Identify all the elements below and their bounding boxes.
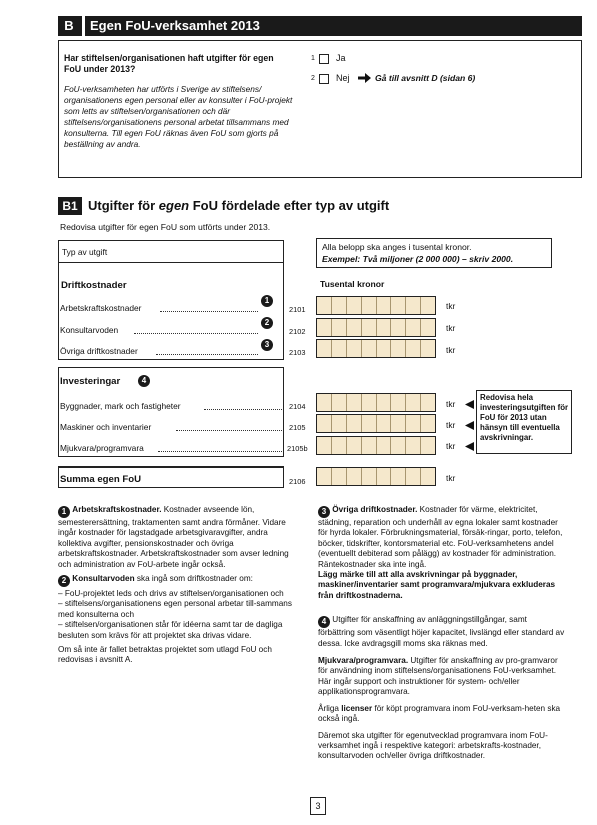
row-unit: tkr <box>446 301 456 311</box>
amount-field-2105b[interactable] <box>316 436 436 455</box>
question-note: FoU-verksamheten har utförts i Sverige av stiftelsens/ organisationens egen personal eller av konsulter i FoU-projekt som letts av stiftelsen/organisationen och där stiftelsens/organisationens personal arbetat tillsammans med konsulterna. Till egen FoU räknas även FoU som gjorts på beställning av andra. <box>64 84 293 149</box>
note-3-paragraph <box>318 505 566 570</box>
note-3-title: Övriga driftkostnader. <box>332 505 418 514</box>
page-number: 3 <box>310 797 326 815</box>
note-4-software-text: Utgifter för anskaffning av pro-gramvaror för användning inom stiftelsens/organisationens FoU-verksamhet. Här ingår support och instruktioner för system- och/eller applikationsprogramvara. <box>318 656 558 697</box>
info-line2: Exempel: Två miljoner (2 000 000) – skriv 2000. <box>322 254 514 264</box>
sum-unit: tkr <box>446 473 456 483</box>
checkbox-ja[interactable] <box>319 54 329 64</box>
section-title: Egen FoU-verksamhet 2013 <box>90 18 260 33</box>
goto-instruction: Gå till avsnitt D (sidan 6) <box>375 73 476 83</box>
note-badge-1: 1 <box>261 295 273 307</box>
row-unit: tkr <box>446 399 456 409</box>
invest-callout-text: Redovisa hela investeringsutgiften för FoU för 2013 utan hänsyn till eventuella avskrivningar. <box>480 393 569 442</box>
arrow-left-icon <box>465 442 474 454</box>
notes-left-column <box>58 505 298 670</box>
note-badge-2: 2 <box>261 317 273 329</box>
type-table-box <box>58 240 284 360</box>
row-dots <box>176 430 282 431</box>
row-code-2101: 2101 <box>289 305 306 314</box>
b1-tag: B1 <box>58 197 82 215</box>
b1-title-em: egen <box>158 198 190 213</box>
row-unit: tkr <box>446 345 456 355</box>
note-4-software <box>318 656 566 698</box>
row-code-2105: 2105 <box>289 423 306 432</box>
b1-title <box>88 198 389 214</box>
row-dots <box>134 333 258 334</box>
row-unit: tkr <box>446 441 456 451</box>
section-letter: B <box>64 18 74 33</box>
note-badge-4: 4 <box>318 616 330 628</box>
notes-right-column <box>318 505 566 766</box>
note-4-paragraph <box>318 615 566 649</box>
note-4-own-software: Däremot ska utgifter för egenutvecklad programvara inom FoU-verksamhet ingå i respektive kategori: arbetskrafts-kostnader, konsultarvoden och/eller övriga driftkostnader. <box>318 730 548 761</box>
drift-header: Driftkostnader <box>61 280 127 291</box>
note-1-title: Arbetskraftskostnader. <box>72 505 162 514</box>
arrow-left-icon <box>465 421 474 433</box>
note-2-after: Om så inte är fallet betraktas projektet som utlagd FoU och redovisas i avsnitt A. <box>58 645 272 665</box>
note-badge-4: 4 <box>138 375 150 387</box>
row-dots <box>204 409 282 410</box>
row-label-konsult: Konsultarvoden <box>60 325 119 335</box>
note-4-licenses-post: för köpt programvara inom FoU-verksam-heten ska också ingå. <box>318 703 561 724</box>
note-2-item: – FoU-projektet leds och drivs av stiftelsen/organisationen och <box>58 589 284 599</box>
amount-field-2106[interactable] <box>316 467 436 486</box>
note-2-text: ska ingå som driftkostnader om: <box>134 574 253 584</box>
amount-field-2105[interactable] <box>316 414 436 433</box>
header-separator <box>82 16 85 36</box>
arrow-left-icon <box>465 400 474 412</box>
b1-intro: Redovisa utgifter för egen FoU som utförts under 2013. <box>60 222 271 232</box>
note-1-paragraph <box>58 505 298 570</box>
row-dots <box>158 451 282 452</box>
row-code-2105b: 2105b <box>287 444 308 453</box>
row-label-maskiner: Maskiner och inventarier <box>60 422 152 432</box>
note-badge-3: 3 <box>318 506 330 518</box>
option-number-2: 2 <box>311 75 315 82</box>
question-text: Har stiftelsen/organisationen haft utgifter för egen FoU under 2013? <box>64 53 274 75</box>
note-4-text: Utgifter för anskaffning av anläggningstillgångar, samt förbättring som väsentligt höjer kapacitet, livslängd eller standard av dessa. Icke avdragsgill moms ska räknas med. <box>318 615 565 648</box>
row-code-2106: 2106 <box>289 477 306 486</box>
amount-field-2103[interactable] <box>316 339 436 358</box>
option-label-nej: Nej <box>336 73 350 83</box>
row-label-byggnader: Byggnader, mark och fastigheter <box>60 401 181 411</box>
b1-title-post: FoU fördelade efter typ av utgift <box>189 198 390 213</box>
note-badge-2: 2 <box>58 575 70 587</box>
amount-field-2101[interactable] <box>316 296 436 315</box>
amount-field-2104[interactable] <box>316 393 436 412</box>
amount-field-2102[interactable] <box>316 318 436 337</box>
sum-top-rule <box>58 466 284 468</box>
note-2-paragraph <box>58 574 298 587</box>
row-unit: tkr <box>446 420 456 430</box>
section-header-bar <box>58 16 582 36</box>
note-badge-3: 3 <box>261 339 273 351</box>
type-header-underline <box>58 262 284 263</box>
sum-label: Summa egen FoU <box>60 474 142 485</box>
note-2-item: – stiftelsen/organisationen står för idéerna samt tar de dagliga besluten som krävs för att projektet ska drivas vidare. <box>58 620 283 640</box>
info-line1: Alla belopp ska anges i tusental kronor. <box>322 242 472 252</box>
note-1-text: Kostnader avseende lön, semesterersättning, traktamenten samt andra förmåner. Vidare ingår kostnader för lagstadgade arbetsgivaravgifter, andra kollektiva avgifter, pensionskostnader och övriga arbetskraftskostnader. Arbetskraftskostnader som avser ledning och administration av FoU-arbete ingår också. <box>58 505 289 569</box>
invest-header: Investeringar <box>60 376 121 387</box>
note-4-licenses-pre: Årliga <box>318 703 342 713</box>
type-header: Typ av utgift <box>62 247 108 257</box>
note-4-software-title: Mjukvara/programvara. <box>318 656 409 666</box>
row-label-arbetskraft: Arbetskraftskostnader <box>60 303 142 313</box>
note-2-list <box>58 589 298 641</box>
note-2-item: – stiftelsens/organisationens egen personal arbetar till-sammans med konsulterna och <box>58 599 292 619</box>
row-label-mjukvara: Mjukvara/programvara <box>60 443 144 453</box>
note-4-licenses <box>318 704 566 725</box>
b1-title-pre: Utgifter för <box>88 198 159 213</box>
option-number-1: 1 <box>311 55 315 62</box>
note-4-licenses-bold: licenser <box>341 703 373 713</box>
checkbox-nej[interactable] <box>319 74 329 84</box>
note-badge-1: 1 <box>58 506 70 518</box>
row-unit: tkr <box>446 323 456 333</box>
option-label-ja: Ja <box>336 53 346 63</box>
row-dots <box>160 311 258 312</box>
row-label-ovriga: Övriga driftkostnader <box>60 346 138 356</box>
row-code-2104: 2104 <box>289 402 306 411</box>
note-2-title: Konsultarvoden <box>72 574 135 584</box>
note-3-bold: Lägg märke till att alla avskrivningar på byggnader, maskiner/inventarier samt programvara/mjukvara exkluderas från driftkostnaderna. <box>318 570 556 600</box>
row-dots <box>156 354 258 355</box>
arrow-right-icon <box>358 72 372 84</box>
note-3-text: Kostnader för värme, elektricitet, städning, reparation och underhåll av egna lokaler samt kostnader för hyrda lokaler. Förbrukningsmaterial, försäk-ringar, porto, telefon, böcker, tidskrifter, kontorsmaterial etc. FoU-verksamhetens andel (eventuellt debiterad som pålägg) av kostnader för administration. Räntekostnader ska inte ingå. <box>318 505 563 569</box>
amount-header: Tusental kronor <box>320 279 385 289</box>
row-code-2103: 2103 <box>289 348 306 357</box>
row-code-2102: 2102 <box>289 327 306 336</box>
